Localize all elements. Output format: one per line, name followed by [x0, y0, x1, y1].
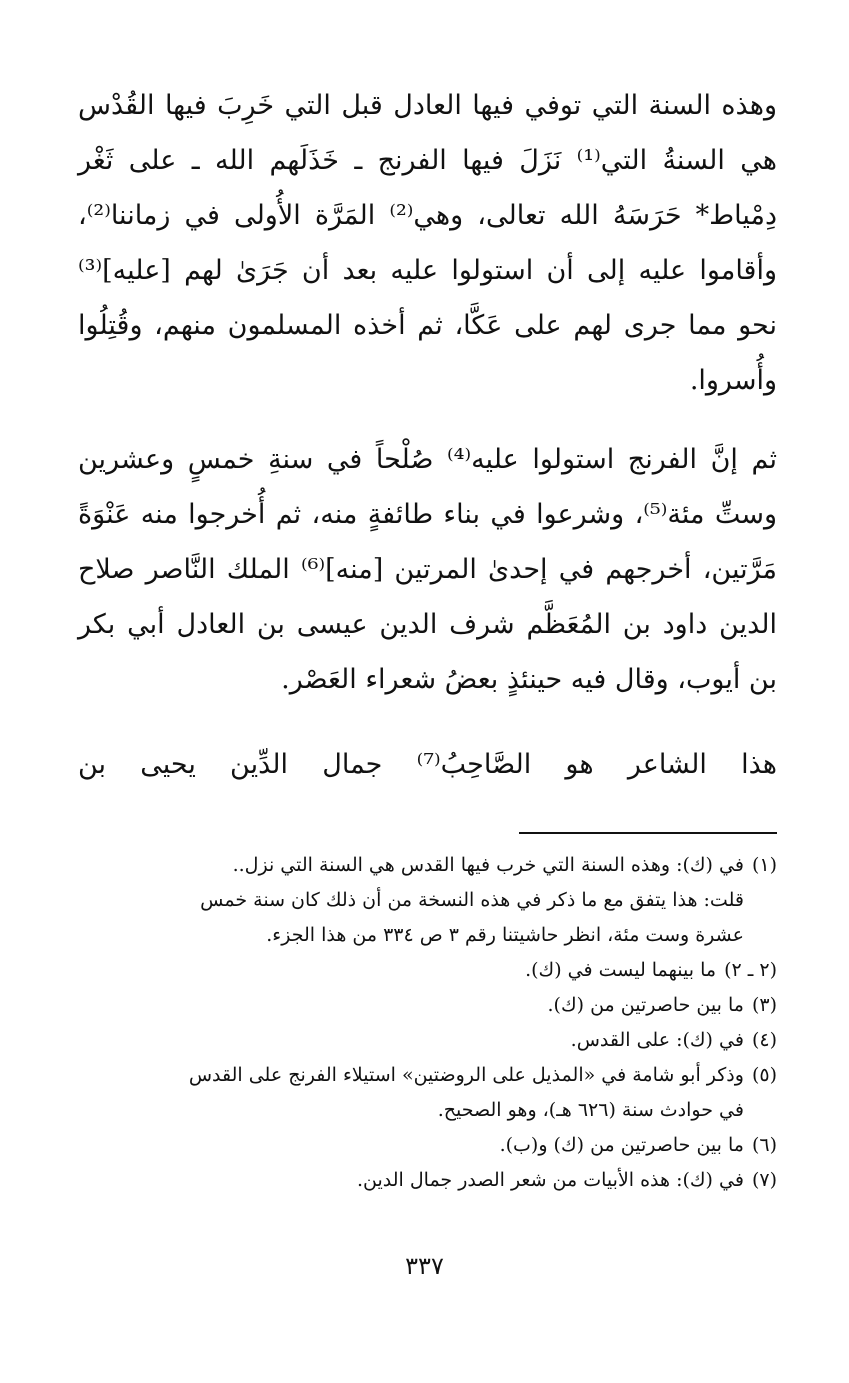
page-number: ٣٣٧: [405, 1252, 444, 1280]
body-paragraph-1: وهذه السنة التي توفي فيها العادل قبل التي خَرِبَ فيها القُدْس هي السنةُ التي⁽¹⁾ نَزَلَ فيها الفرنج ـ خَذَلَهم الله ـ على ثَغْر دِمْياط* حَرَسَهُ الله تعالى، وهي⁽²⁾ المَرَّة الأُولى في زماننا⁽²⁾، وأقاموا عليه إلى أن استولوا عليه بعد أن جَرَىٰ لهم [عليه]⁽³⁾ نحو مما جرى لهم على عَكَّا، ثم أخذه المسلمون منهم، وقُتِلُوا وأُسروا.: [78, 90, 777, 396]
footnote-1: [78, 848, 777, 953]
footnote-line: ما بين حاصرتين من (ك).: [547, 994, 744, 1016]
footnote-line: في (ك): هذه الأبيات من شعر الصدر جمال الدين.: [356, 1169, 744, 1191]
footnote-number: (٦): [751, 1134, 777, 1156]
footnote-line: ما بين حاصرتين من (ك) و(ب).: [499, 1134, 744, 1156]
footnote-number: (٤): [751, 1029, 777, 1051]
footnote-line: وذكر أبو شامة في «المذيل على الروضتين» استيلاء الفرنج على القدس: [188, 1064, 744, 1086]
footnote-number: (٢ ـ ٢): [724, 959, 777, 981]
footnote-line: في (ك): على القدس.: [570, 1029, 744, 1051]
footnote-7: [78, 1163, 777, 1198]
footnote-6: [78, 1128, 777, 1163]
footnote-number: (٣): [751, 994, 777, 1016]
footnote-line: في (ك): وهذه السنة التي خرب فيها القدس هي السنة التي نزل..: [232, 854, 744, 876]
footnote-2: [78, 953, 777, 988]
footnotes: [78, 848, 777, 1198]
footnote-line: ما بينهما ليست في (ك).: [525, 959, 717, 981]
footnote-5: [78, 1058, 777, 1128]
footnote-number: (١): [751, 854, 777, 876]
footnote-line: عشرة وست مئة، انظر حاشيتنا رقم ٣ ص ٣٣٤ من هذا الجزء.: [266, 924, 744, 946]
footnote-number: (٧): [751, 1169, 777, 1191]
footnote-separator: [519, 832, 777, 834]
body-paragraph-3: هذا الشاعر هو الصَّاحِبُ⁽⁷⁾ جمال الدِّين يحيى بن: [78, 749, 777, 780]
footnote-line: قلت: هذا يتفق مع ما ذكر في هذه النسخة من أن ذلك كان سنة خمس: [200, 889, 744, 911]
footnote-line: في حوادث سنة (٦٢٦ هـ)، وهو الصحيح.: [437, 1099, 744, 1121]
footnote-4: [78, 1023, 777, 1058]
footnote-3: [78, 988, 777, 1023]
body-paragraph-2: ثم إنَّ الفرنج استولوا عليه⁽⁴⁾ صُلْحاً في سنةِ خمسٍ وعشرين وستِّ مئة⁽⁵⁾، وشرعوا في بناء طائفةٍ منه، ثم أُخرجوا منه عَنْوَةً مَرَّتين، أخرجهم في إحدىٰ المرتين [منه]⁽⁶⁾ الملك النَّاصر صلاح الدين داود بن المُعَظَّم شرف الدين عيسى بن العادل أبي بكر بن أيوب، وقال فيه حينئذٍ بعضُ شعراء العَصْر.: [78, 444, 777, 695]
footnote-number: (٥): [751, 1064, 777, 1086]
